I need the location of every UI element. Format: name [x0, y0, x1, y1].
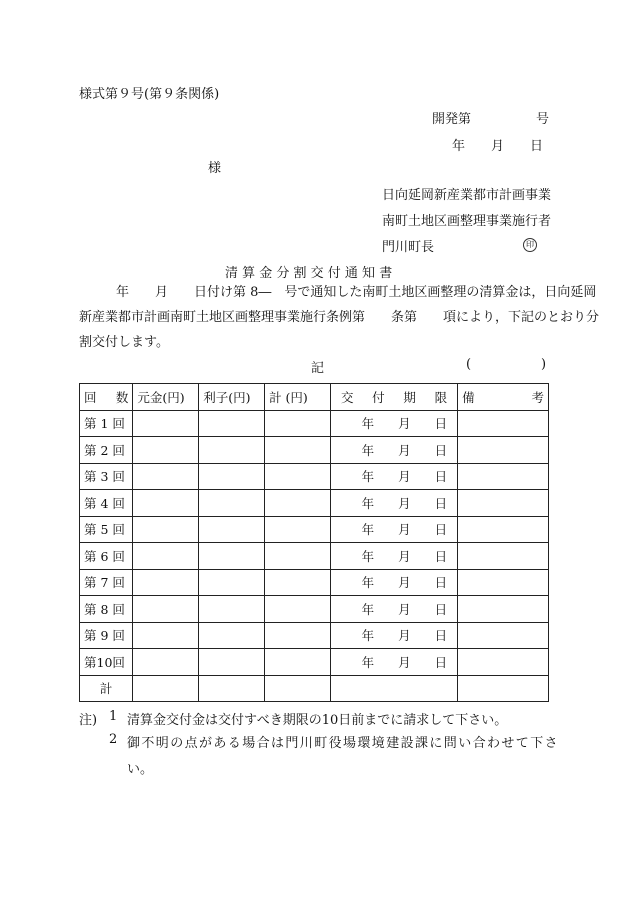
total-cell: [265, 622, 331, 649]
note-2-line-1: 御不明の点がある場合は門川町役場環境建設課に問い合わせて下さ: [127, 736, 560, 751]
sum-total-cell: [265, 675, 331, 702]
remarks-cell: [458, 543, 549, 570]
body-line-1: 年 月 日付け第 8― 号で通知した南町土地区画整理の清算金は，日向延岡: [116, 285, 597, 300]
interest-cell: [199, 490, 265, 517]
date-year: 年: [361, 628, 375, 644]
principal-cell: [133, 437, 199, 464]
document-title: 清 算 金 分 割 交 付 通 知 書: [225, 266, 393, 281]
row-label: 第 3 回: [80, 463, 133, 490]
note-prefix: 注): [79, 713, 98, 728]
row-label: 第 9 回: [80, 622, 133, 649]
due-date-cell: [330, 437, 457, 464]
issuer-line-2: 南町土地区画整理事業施行者: [382, 214, 552, 229]
row-label: 第10回: [80, 649, 133, 676]
remarks-cell: [458, 437, 549, 464]
remarks-cell: [458, 490, 549, 517]
paren-close: ): [541, 357, 547, 372]
note-1-number: 1: [109, 709, 118, 724]
principal-cell: [133, 516, 199, 543]
seal-mark: [523, 236, 537, 252]
date-year: 年: [361, 416, 375, 432]
header-rishi: 利子(円): [199, 384, 265, 411]
interest-cell: [199, 543, 265, 570]
total-cell: [265, 649, 331, 676]
date-day: 日: [434, 469, 448, 485]
table-row: [80, 490, 549, 517]
total-cell: [265, 543, 331, 570]
ki-label: 記: [311, 361, 325, 376]
table-row: [80, 543, 549, 570]
date-day: 日: [434, 628, 448, 644]
remarks-cell: [458, 410, 549, 437]
remarks-cell: [458, 463, 549, 490]
header-kei: 計 (円): [265, 384, 331, 411]
installment-table: [79, 383, 549, 702]
date-month: 月: [398, 416, 411, 432]
row-label: 第 8 回: [80, 596, 133, 623]
table-row: [80, 410, 549, 437]
due-date-cell: [330, 516, 457, 543]
due-date-cell: [330, 649, 457, 676]
principal-cell: [133, 410, 199, 437]
remarks-cell: [458, 569, 549, 596]
interest-cell: [199, 410, 265, 437]
note-2-line-2: い。: [127, 762, 154, 777]
table-row: [80, 622, 549, 649]
addressee-suffix: 様: [208, 161, 222, 176]
body-line-2: 新産業都市計画南町土地区画整理事業施行条例第 条第 項により，下記のとおり分: [79, 310, 600, 325]
due-date-cell: [330, 410, 457, 437]
total-cell: [265, 437, 331, 464]
table-row: [80, 649, 549, 676]
total-cell: [265, 569, 331, 596]
remarks-cell: [458, 596, 549, 623]
document-date: 年 月 日: [452, 139, 544, 154]
interest-cell: [199, 569, 265, 596]
principal-cell: [133, 543, 199, 570]
date-month: 月: [398, 601, 411, 617]
due-date-total-cell: [330, 675, 457, 702]
interest-total-cell: [199, 675, 265, 702]
total-label: 計: [80, 675, 133, 702]
table-row: [80, 437, 549, 464]
total-cell: [265, 410, 331, 437]
date-year: 年: [361, 522, 375, 538]
date-month: 月: [398, 522, 411, 538]
date-month: 月: [398, 575, 411, 591]
remarks-cell: [458, 516, 549, 543]
interest-cell: [199, 596, 265, 623]
principal-cell: [133, 622, 199, 649]
date-day: 日: [434, 522, 448, 538]
date-month: 月: [398, 628, 411, 644]
total-cell: [265, 596, 331, 623]
date-year: 年: [361, 575, 375, 591]
principal-cell: [133, 596, 199, 623]
table-row: [80, 569, 549, 596]
date-day: 日: [434, 575, 448, 591]
date-month: 月: [398, 548, 411, 564]
row-label: 第 4 回: [80, 490, 133, 517]
remarks-total-cell: [458, 675, 549, 702]
total-cell: [265, 516, 331, 543]
due-date-cell: [330, 622, 457, 649]
table-row: [80, 596, 549, 623]
seal-icon: 印: [523, 238, 537, 252]
principal-total-cell: [133, 675, 199, 702]
form-label: 様式第９号(第９条関係): [79, 87, 220, 102]
table-row: [80, 463, 549, 490]
date-year: 年: [361, 469, 375, 485]
paren-open: (: [466, 357, 472, 372]
header-kigen: 交 付 期 限: [330, 384, 457, 411]
interest-cell: [199, 649, 265, 676]
row-label: 第 1 回: [80, 410, 133, 437]
date-day: 日: [434, 548, 448, 564]
table-row: [80, 516, 549, 543]
date-year: 年: [361, 601, 375, 617]
due-date-cell: [330, 543, 457, 570]
date-year: 年: [361, 442, 375, 458]
remarks-cell: [458, 649, 549, 676]
issuer-line-3: 門川町長: [382, 240, 435, 255]
row-label: 第 7 回: [80, 569, 133, 596]
row-label: 第 6 回: [80, 543, 133, 570]
table-total-row: [80, 675, 549, 702]
interest-cell: [199, 516, 265, 543]
note-2-number: 2: [109, 732, 118, 747]
date-day: 日: [434, 442, 448, 458]
body-line-3: 割交付します。: [79, 335, 169, 350]
date-month: 月: [398, 469, 411, 485]
principal-cell: [133, 569, 199, 596]
row-label: 第 2 回: [80, 437, 133, 464]
date-year: 年: [361, 548, 375, 564]
total-cell: [265, 490, 331, 517]
date-day: 日: [434, 601, 448, 617]
date-month: 月: [398, 442, 411, 458]
date-month: 月: [398, 495, 411, 511]
principal-cell: [133, 649, 199, 676]
header-kaisu: 回 数: [80, 384, 133, 411]
interest-cell: [199, 437, 265, 464]
total-cell: [265, 463, 331, 490]
note-1: 清算金交付金は交付すべき期限の10日前までに請求して下さい。: [127, 713, 508, 728]
issuer-line-1: 日向延岡新産業都市計画事業: [382, 188, 552, 203]
date-day: 日: [434, 416, 448, 432]
date-year: 年: [361, 654, 375, 670]
date-year: 年: [361, 495, 375, 511]
document-number: 開発第 号: [432, 112, 550, 127]
header-gankin: 元金(円): [133, 384, 199, 411]
due-date-cell: [330, 596, 457, 623]
table-header-row: [80, 384, 549, 411]
due-date-cell: [330, 490, 457, 517]
principal-cell: [133, 463, 199, 490]
date-day: 日: [434, 495, 448, 511]
date-day: 日: [434, 654, 448, 670]
interest-cell: [199, 463, 265, 490]
due-date-cell: [330, 569, 457, 596]
header-biko: 備 考: [458, 384, 549, 411]
interest-cell: [199, 622, 265, 649]
row-label: 第 5 回: [80, 516, 133, 543]
principal-cell: [133, 490, 199, 517]
due-date-cell: [330, 463, 457, 490]
remarks-cell: [458, 622, 549, 649]
date-month: 月: [398, 654, 411, 670]
